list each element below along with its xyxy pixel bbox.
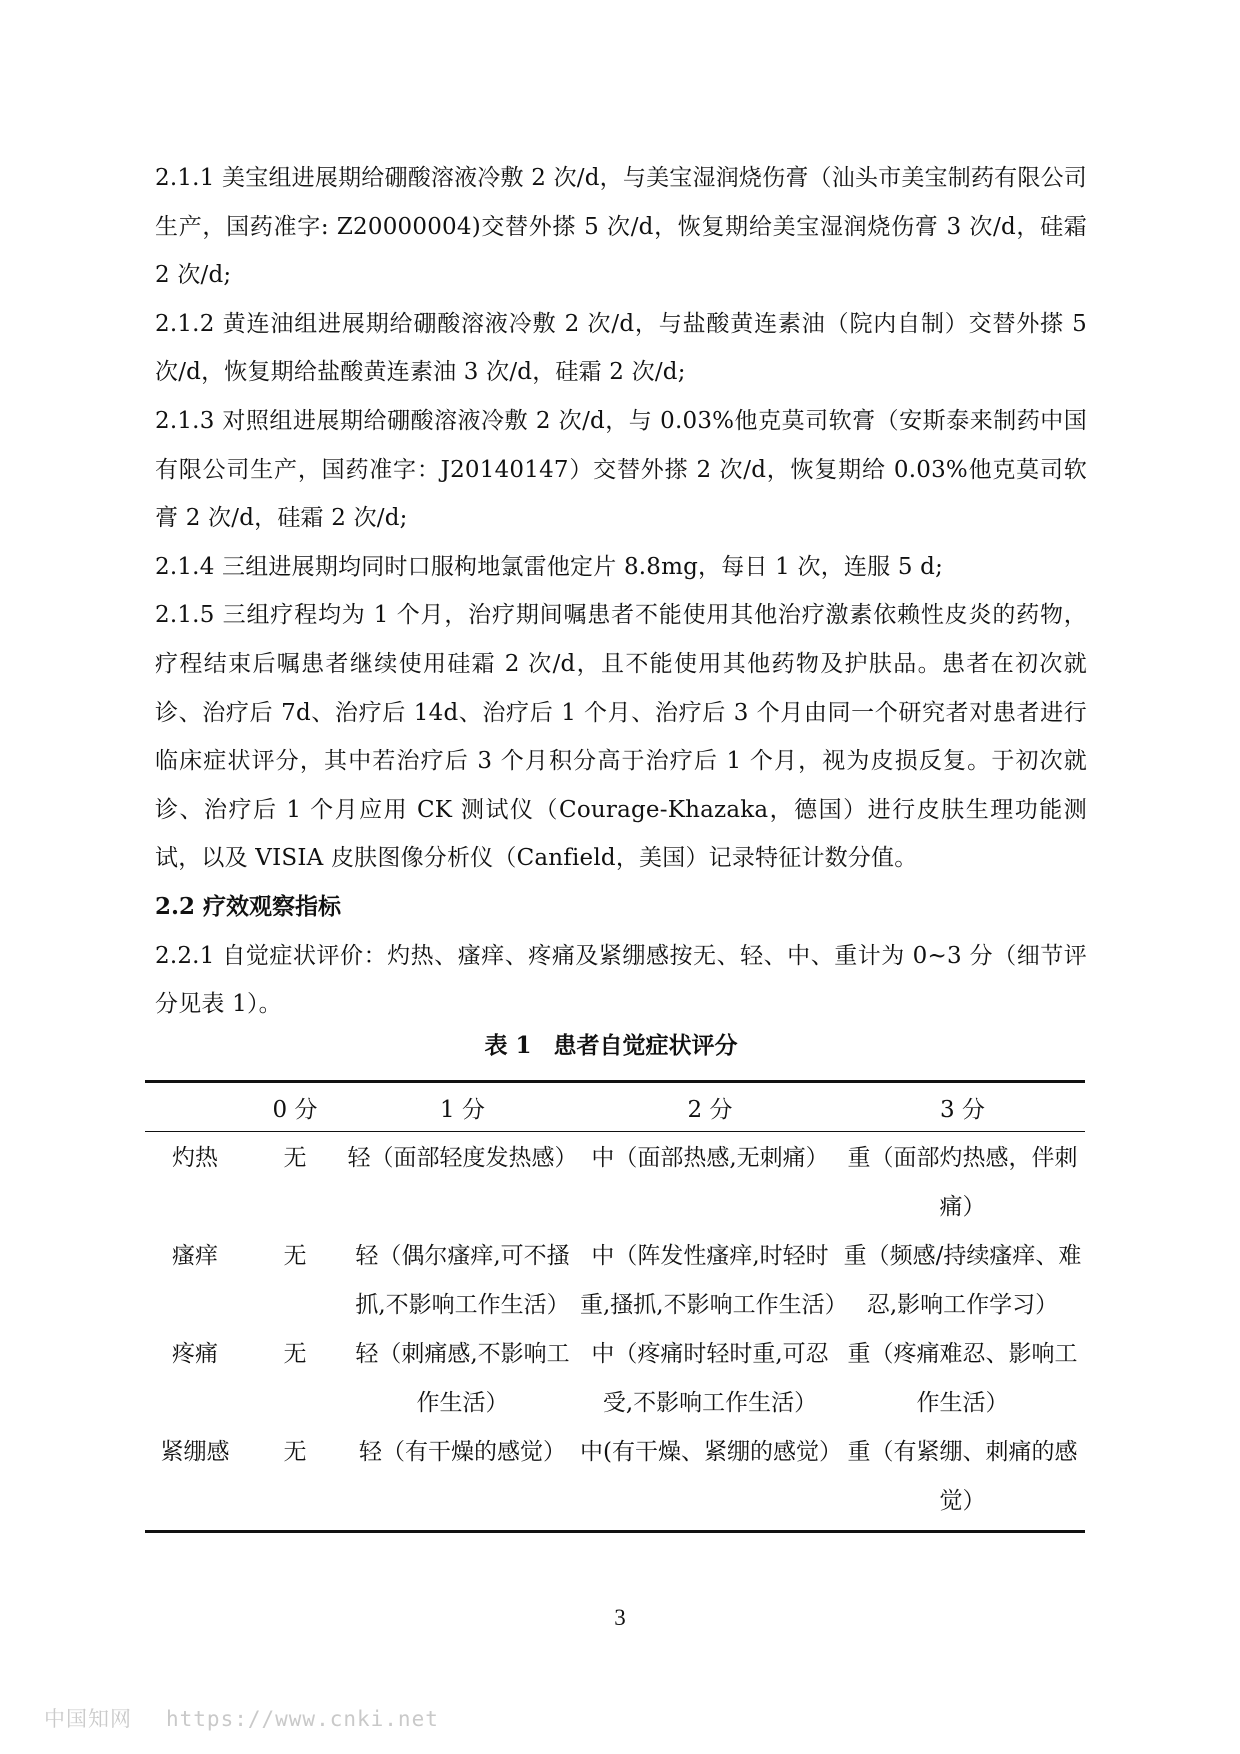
table-caption-number: 表 1 <box>484 1032 532 1059</box>
table-cell: 紧绷感 <box>160 1439 230 1465</box>
table-cell: 中（阵发性瘙痒,时轻时重,搔抓,不影响工作生活） <box>580 1243 848 1318</box>
table-cell: 瘙痒 <box>172 1243 218 1269</box>
table-row <box>145 1232 1085 1330</box>
table-header-cell: 2 分 <box>687 1096 733 1123</box>
table-cell: 疼痛 <box>172 1341 218 1367</box>
body-text <box>155 154 1087 1029</box>
table-cell: 重（面部灼热感，伴刺痛） <box>847 1145 1078 1220</box>
paragraph-2-1-3: 2.1.3 对照组进展期给硼酸溶液冷敷 2 次/d，与 0.03%他克莫司软膏（安斯泰来制药中国有限公司生产，国药准字：J20140147）交替外搽 2 次/d，恢复期给 0.03%他克莫司软膏 2 次/d，硅霜 2 次/d; <box>155 407 1087 532</box>
table-header-cell: 0 分 <box>272 1096 318 1123</box>
table-header-cell: 1 分 <box>440 1096 485 1123</box>
page-number: 3 <box>614 1605 626 1630</box>
section-heading-2-2: 2.2 疗效观察指标 <box>155 892 342 920</box>
table-cell: 重（有紧绷、刺痛的感觉） <box>847 1439 1078 1514</box>
table-cell: 轻（刺痛感,不影响工作生活） <box>355 1341 570 1416</box>
symptom-score-table <box>145 1080 1085 1533</box>
table-header-cell: 3 分 <box>940 1096 985 1123</box>
watermark-url: https://www.cnki.net <box>166 1707 439 1731</box>
table-cell: 中（面部热感,无刺痛） <box>591 1145 829 1171</box>
table-row <box>145 1330 1085 1428</box>
paragraph-2-1-5: 2.1.5 三组疗程均为 1 个月，治疗期间嘱患者不能使用其他治疗激素依赖性皮炎的药物，疗程结束后嘱患者继续使用硅霜 2 次/d，且不能使用其他药物及护肤品。患者在初次就诊、治疗后 7d、治疗后 14d、治疗后 1 个月、治疗后 3 个月由同一个研究者对患者进行临床症状评分，其中若治疗后 3 个月积分高于治疗后 1 个月，视为皮损反复。于初次就诊、治疗后 1 个月应用 CK 测试仪（Courage-Khazaka，德国）进行皮肤生理功能测试，以及 VISIA 皮肤图像分析仪（Canfield，美国）记录特征计数分值。 <box>155 602 1087 872</box>
table-cell: 灼热 <box>172 1145 218 1171</box>
table-cell: 中(有干燥、紧绷的感觉） <box>580 1439 842 1465</box>
paragraph-2-2-1: 2.2.1 自觉症状评价：灼热、瘙痒、疼痛及紧绷感按无、轻、中、重计为 0~3 分（细节评分见表 1）。 <box>155 942 1087 1018</box>
table-cell: 重（疼痛难忍、影响工作生活） <box>847 1341 1078 1416</box>
table-cell: 无 <box>283 1243 307 1269</box>
table-cell: 无 <box>283 1145 307 1171</box>
table-cell: 无 <box>283 1341 307 1367</box>
table-cell: 轻（偶尔瘙痒,可不搔抓,不影响工作生活） <box>355 1243 570 1318</box>
table-cell: 无 <box>283 1439 307 1465</box>
table-row <box>145 1132 1085 1233</box>
paragraph-2-1-4: 2.1.4 三组进展期均同时口服枸地氯雷他定片 8.8mg，每日 1 次，连服 5 d; <box>155 553 944 580</box>
paragraph-2-1-1: 2.1.1 美宝组进展期给硼酸溶液冷敷 2 次/d，与美宝湿润烧伤膏（汕头市美宝制药有限公司生产，国药准字: Z20000004)交替外搽 5 次/d，恢复期给美宝湿润烧伤膏 3 次/d，硅霜 2 次/d; <box>155 165 1087 289</box>
table-cell: 中（疼痛时轻时重,可忍受,不影响工作生活） <box>591 1341 829 1416</box>
table-header-row <box>145 1082 1085 1132</box>
table-row <box>145 1428 1085 1532</box>
table-cell: 轻（面部轻度发热感） <box>347 1145 578 1171</box>
table-cell: 轻（有干燥的感觉） <box>359 1439 566 1465</box>
paragraph-2-1-2: 2.1.2 黄连油组进展期给硼酸溶液冷敷 2 次/d，与盐酸黄连素油（院内自制）交替外搽 5 次/d，恢复期给盐酸黄连素油 3 次/d，硅霜 2 次/d; <box>155 310 1087 386</box>
table-cell: 重（频感/持续瘙痒、难忍,影响工作学习） <box>843 1243 1082 1318</box>
table-caption-title: 患者自觉症状评分 <box>553 1032 738 1059</box>
watermark-brand: 中国知网 <box>44 1707 132 1731</box>
table-caption <box>145 1026 1077 1066</box>
cnki-watermark <box>44 1703 439 1733</box>
table-header-cell <box>145 1082 245 1132</box>
